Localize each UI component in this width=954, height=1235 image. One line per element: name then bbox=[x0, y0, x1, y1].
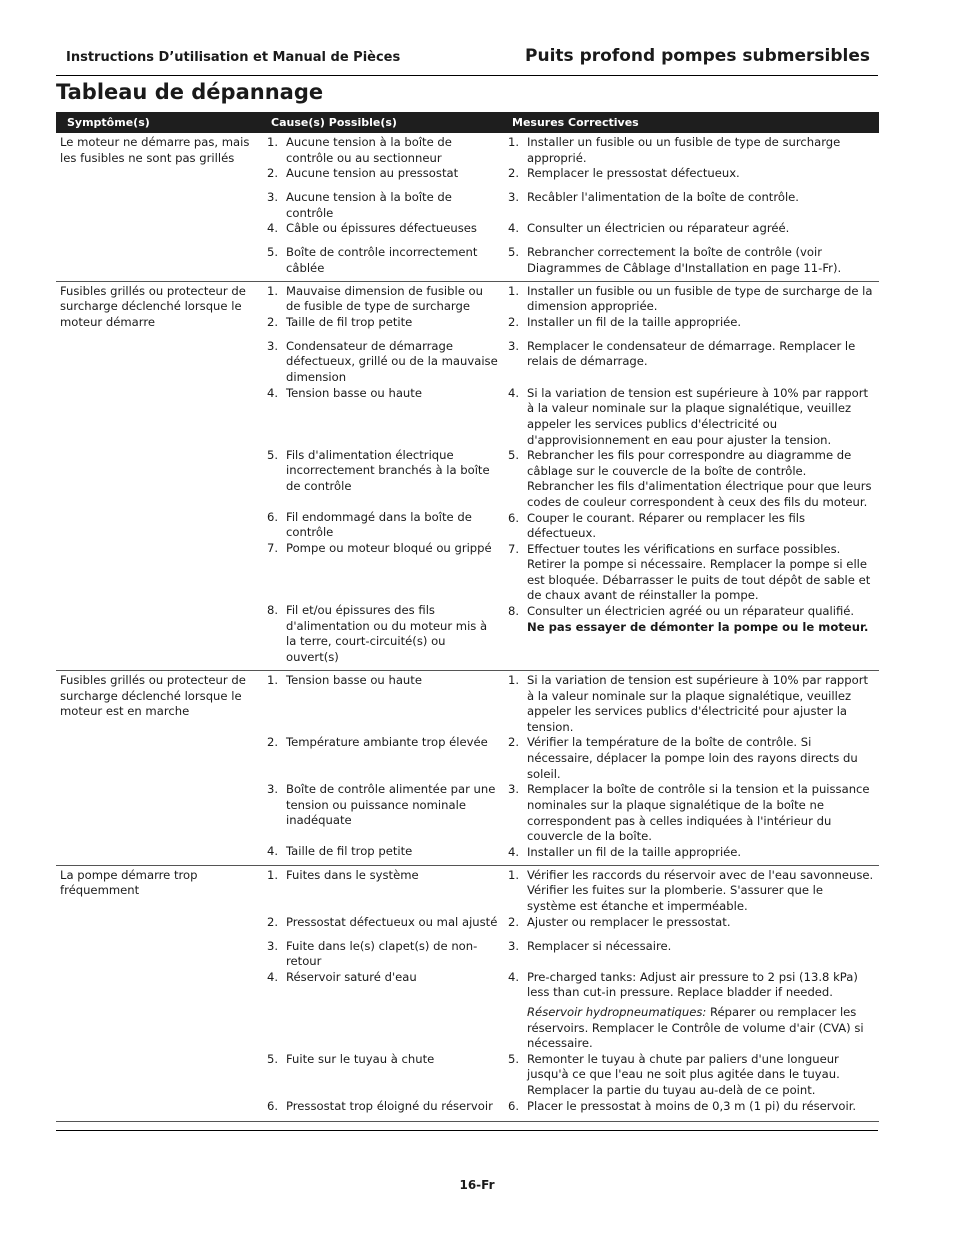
fix-item bbox=[501, 845, 879, 861]
item-number: 4. bbox=[508, 385, 520, 400]
fix-warning-text: Ne pas essayer de démonter la pompe ou le moteur. bbox=[527, 619, 869, 634]
cause-text: Fuite sur le tuyau à chute bbox=[286, 1052, 435, 1066]
item-number: 6. bbox=[508, 1098, 520, 1113]
cause-text: Fuites dans le système bbox=[286, 867, 419, 882]
item-number: 3. bbox=[267, 938, 279, 953]
fix-item bbox=[501, 135, 879, 166]
fix-row bbox=[501, 166, 879, 182]
fix-row bbox=[501, 511, 879, 542]
cause-cell bbox=[260, 865, 501, 1121]
fix-text-body: Si la variation de tension est supérieure à 10% par rapport à la valeur nominale sur la plaque signalétique, veuillez appeler les services publics d'électricité ou d'approvisionnement en eau pour ajuster la tension. bbox=[527, 385, 869, 447]
cause-item bbox=[260, 190, 501, 221]
fix-text bbox=[527, 1052, 875, 1099]
item-number: 7. bbox=[267, 540, 279, 555]
fix-text bbox=[527, 386, 875, 448]
item-number: 1. bbox=[508, 673, 520, 688]
cause-row bbox=[260, 939, 501, 970]
fix-text-body: Remonter le tuyau à chute par paliers d'une longueur jusqu'à ce que l'eau ne soit plus agitée dans le tuyau. Remplacer la partie du tuyau au-delà de ce point. bbox=[527, 1051, 840, 1097]
fix-text-body: Placer le pressostat à moins de 0,3 m (1 pi) du réservoir. bbox=[527, 1098, 857, 1113]
cause-item bbox=[260, 915, 501, 931]
table-row bbox=[56, 281, 879, 671]
fix-item bbox=[501, 735, 879, 782]
fix-row bbox=[501, 868, 879, 915]
item-number: 1. bbox=[267, 867, 279, 882]
fix-item bbox=[501, 245, 879, 276]
fix-text-body: Consulter un électricien agréé ou un réparateur qualifié. bbox=[527, 604, 855, 619]
fix-text-body: Remplacer la boîte de contrôle si la tension et la puissance nominales sur la plaque signalétique de la boîte ne correspondent pas à celles indiquées à l'intérieur du couvercle de la boîte. bbox=[527, 782, 870, 844]
cause-row bbox=[260, 541, 501, 603]
cause-text: Aucune tension à la boîte de contrôle bbox=[286, 190, 452, 220]
fix-row bbox=[501, 221, 879, 237]
item-number: 3. bbox=[267, 338, 279, 353]
fix-row bbox=[501, 604, 879, 666]
item-number: 3. bbox=[267, 190, 279, 205]
cause-row bbox=[260, 735, 501, 782]
cause-item bbox=[260, 1099, 501, 1115]
fix-text-body: Pre-charged tanks: Adjust air pressure to 2 psi (13.8 kPa) less than cut-in pressure. Replace bladder if needed. bbox=[527, 969, 858, 1000]
cause-row bbox=[260, 245, 501, 276]
table-header-row bbox=[56, 112, 879, 133]
fix-row bbox=[501, 284, 879, 315]
fix-row bbox=[501, 735, 879, 782]
fix-row bbox=[501, 190, 879, 221]
cause-item bbox=[260, 735, 501, 751]
fix-item bbox=[501, 915, 879, 931]
fix-item bbox=[501, 868, 879, 915]
cause-row bbox=[260, 315, 501, 331]
cause-row bbox=[260, 339, 501, 386]
item-number: 4. bbox=[267, 970, 279, 984]
cause-item bbox=[260, 782, 501, 829]
fix-item bbox=[501, 448, 879, 510]
manual-header-right: Puits profond pompes submersibles bbox=[525, 46, 870, 66]
manual-header-left: Instructions D’utilisation et Manual de Pièces bbox=[66, 50, 401, 65]
fix-text bbox=[527, 845, 875, 861]
cause-item bbox=[260, 315, 501, 331]
item-number: 4. bbox=[267, 221, 279, 236]
fix-text bbox=[527, 868, 875, 915]
fix-item bbox=[501, 604, 879, 635]
item-number: 2. bbox=[267, 314, 279, 329]
fix-row bbox=[501, 939, 879, 970]
item-number: 1. bbox=[508, 135, 520, 149]
cause-item bbox=[260, 868, 501, 884]
item-number: 4. bbox=[267, 385, 279, 400]
cause-row bbox=[260, 135, 501, 166]
cause-cell bbox=[260, 671, 501, 866]
cause-text: Tension basse ou haute bbox=[286, 385, 422, 400]
item-number: 2. bbox=[508, 314, 520, 329]
table-row bbox=[56, 671, 879, 866]
cause-row bbox=[260, 448, 501, 510]
cause-row bbox=[260, 603, 501, 665]
fix-text bbox=[527, 315, 875, 331]
item-number: 2. bbox=[508, 914, 520, 929]
fix-item bbox=[501, 284, 879, 315]
fix-text-body: Recâbler l'alimentation de la boîte de contrôle. bbox=[527, 190, 799, 205]
cause-item bbox=[260, 939, 501, 970]
cause-text: Fils d'alimentation électrique incorrectement branchés à la boîte de contrôle bbox=[286, 447, 490, 493]
cause-row bbox=[260, 190, 501, 221]
cause-row bbox=[260, 868, 501, 915]
cause-text: Boîte de contrôle alimentée par une tension ou puissance nominale inadéquate bbox=[286, 782, 496, 828]
cause-item bbox=[260, 245, 501, 276]
item-number: 6. bbox=[267, 1099, 279, 1113]
fix-row bbox=[501, 245, 879, 276]
symptom-cell: La pompe démarre trop fréquemment bbox=[56, 865, 260, 1121]
cause-item bbox=[260, 1052, 501, 1068]
fix-row bbox=[501, 386, 879, 448]
fix-item bbox=[501, 782, 879, 844]
cause-text: Fuite dans le(s) clapet(s) de non-retour bbox=[286, 938, 478, 969]
fix-item bbox=[501, 190, 879, 206]
fix-text-body: Vérifier les raccords du réservoir avec de l'eau savonneuse. Vérifier les fuites sur la plomberie. S'assurer que le système est étanche et imperméable. bbox=[527, 867, 874, 913]
cause-text: Fil et/ou épissures des fils d'alimentation ou du moteur mis à la terre, court-circuité(s) ou ouvert(s) bbox=[286, 602, 488, 664]
cause-text: Taille de fil trop petite bbox=[286, 314, 413, 329]
column-header-fix: Mesures Correctives bbox=[501, 112, 879, 133]
fix-text bbox=[527, 166, 875, 182]
fix-item bbox=[501, 542, 879, 604]
item-number: 4. bbox=[508, 844, 520, 859]
fix-item bbox=[501, 511, 879, 542]
fix-text bbox=[527, 1099, 875, 1115]
item-number: 8. bbox=[267, 602, 279, 617]
fix-row bbox=[501, 845, 879, 861]
fix-item bbox=[501, 970, 879, 1001]
cause-row bbox=[260, 510, 501, 541]
item-number: 2. bbox=[508, 735, 520, 750]
table-body bbox=[56, 133, 879, 1122]
item-number: 6. bbox=[267, 509, 279, 524]
fix-text bbox=[527, 542, 875, 604]
cause-item bbox=[260, 673, 501, 689]
fix-row bbox=[501, 448, 879, 510]
fix-text bbox=[527, 604, 875, 635]
cause-item bbox=[260, 448, 501, 495]
item-number: 5. bbox=[508, 1051, 520, 1066]
fix-item bbox=[501, 673, 879, 735]
fix-text-body: Effectuer toutes les vérifications en surface possibles. Retirer la pompe si nécessaire. Remplacer la pompe si elle est bloquée. Débarrasser le puits de tout dépôt de sable et de chaux avant de réinstaller la pompe. bbox=[527, 541, 871, 603]
cause-item bbox=[260, 284, 501, 315]
fix-row bbox=[501, 915, 879, 931]
item-number: 4. bbox=[508, 221, 520, 236]
fix-subnote-text: Réparer ou remplacer les réservoirs. Remplacer le Contrôle de volume d'air (CVA) si nécessaire. bbox=[527, 1005, 864, 1051]
cause-row bbox=[260, 221, 501, 237]
item-number: 1. bbox=[267, 673, 279, 688]
fix-row bbox=[501, 1052, 879, 1099]
fix-text-body: Remplacer le condensateur de démarrage. Remplacer le relais de démarrage. bbox=[527, 338, 856, 369]
fix-text bbox=[527, 339, 875, 370]
cause-row bbox=[260, 915, 501, 931]
item-number: 2. bbox=[267, 735, 279, 750]
fix-subnote-label: Réservoir hydropneumatiques: bbox=[527, 1005, 707, 1019]
item-number: 5. bbox=[267, 245, 279, 260]
page-number: 16-Fr bbox=[459, 1178, 495, 1192]
cause-row bbox=[260, 970, 501, 1052]
fix-item bbox=[501, 221, 879, 237]
cause-item bbox=[260, 510, 501, 541]
item-number: 1. bbox=[508, 867, 520, 882]
fix-row bbox=[501, 782, 879, 844]
cause-item bbox=[260, 135, 501, 166]
fix-text-body: Remplacer le pressostat défectueux. bbox=[527, 166, 740, 181]
item-number: 3. bbox=[508, 782, 520, 797]
fix-item bbox=[501, 1099, 879, 1115]
fix-text bbox=[527, 511, 875, 542]
cause-item bbox=[260, 970, 501, 986]
item-number: 3. bbox=[508, 938, 520, 953]
cause-text: Aucune tension au pressostat bbox=[286, 166, 459, 181]
fix-text bbox=[527, 284, 875, 315]
symptom-cell: Le moteur ne démarre pas, mais les fusibles ne sont pas grillés bbox=[56, 133, 260, 281]
item-number: 1. bbox=[267, 283, 279, 298]
cause-item bbox=[260, 603, 501, 665]
cause-row bbox=[260, 166, 501, 182]
item-number: 5. bbox=[508, 245, 520, 260]
fix-item bbox=[501, 939, 879, 955]
fix-text bbox=[527, 245, 875, 276]
item-number: 4. bbox=[508, 969, 520, 984]
cause-row bbox=[260, 1052, 501, 1099]
fix-item bbox=[501, 166, 879, 182]
fix-text bbox=[527, 970, 875, 1001]
fix-text-body: Si la variation de tension est supérieure à 10% par rapport à la valeur nominale sur la plaque signalétique, veuillez appeler les services publics d'électricité pour ajuster la tension. bbox=[527, 673, 869, 734]
page-title: Tableau de dépannage bbox=[56, 80, 324, 104]
item-number: 5. bbox=[267, 1052, 279, 1066]
header-divider bbox=[56, 75, 878, 76]
fix-row bbox=[501, 673, 879, 735]
symptom-cell: Fusibles grillés ou protecteur de surcharge déclenché lorsque le moteur est en marche bbox=[56, 671, 260, 866]
fix-text bbox=[527, 782, 875, 844]
cause-text: Condensateur de démarrage défectueux, grillé ou de la mauvaise dimension bbox=[286, 338, 498, 384]
cause-text: Pressostat défectueux ou mal ajusté bbox=[286, 914, 498, 929]
fix-extra bbox=[501, 1005, 879, 1052]
item-number: 2. bbox=[267, 166, 279, 181]
cause-text: Température ambiante trop élevée bbox=[286, 735, 488, 750]
cause-text: Pressostat trop éloigné du réservoir bbox=[286, 1099, 493, 1113]
fix-row bbox=[501, 1099, 879, 1115]
cause-text: Fil endommagé dans la boîte de contrôle bbox=[286, 509, 472, 540]
fix-text bbox=[527, 735, 875, 782]
fix-text-body: Rebrancher les fils pour correspondre au diagramme de câblage sur le couvercle de la boîte de contrôle. Rebrancher les fils d'alimentation électrique pour que leurs codes de couleur correspondent à ceux des fils du moteur. bbox=[527, 448, 872, 509]
fix-text-body: Consulter un électricien ou réparateur agréé. bbox=[527, 221, 790, 236]
fix-text bbox=[527, 939, 875, 955]
cause-item bbox=[260, 339, 501, 386]
fix-row bbox=[501, 135, 879, 166]
cause-text: Câble ou épissures défectueuses bbox=[286, 221, 477, 236]
item-number: 3. bbox=[508, 190, 520, 205]
fix-text bbox=[527, 190, 875, 206]
fix-item bbox=[501, 1052, 879, 1099]
fix-text-body: Couper le courant. Réparer ou remplacer les fils défectueux. bbox=[527, 510, 806, 541]
fix-item bbox=[501, 339, 879, 370]
cause-item bbox=[260, 541, 501, 557]
item-number: 7. bbox=[508, 541, 520, 556]
fix-item bbox=[501, 386, 879, 448]
item-number: 8. bbox=[508, 604, 520, 619]
cause-row bbox=[260, 386, 501, 448]
fix-text-body: Installer un fusible ou un fusible de type de surcharge approprié. bbox=[527, 135, 841, 165]
cause-text: Tension basse ou haute bbox=[286, 673, 422, 688]
footer-divider bbox=[56, 1130, 878, 1131]
cause-item bbox=[260, 844, 501, 860]
item-number: 4. bbox=[267, 844, 279, 859]
item-number: 3. bbox=[267, 782, 279, 797]
fix-text-body: Rebrancher correctement la boîte de contrôle (voir Diagrammes de Câblage d'Installation en page 11-Fr). bbox=[527, 245, 842, 275]
fix-row bbox=[501, 339, 879, 386]
fix-text-body: Installer un fusible ou un fusible de type de surcharge de la dimension appropriée. bbox=[527, 283, 873, 314]
item-number: 5. bbox=[267, 447, 279, 462]
cause-row bbox=[260, 673, 501, 735]
item-number: 2. bbox=[267, 914, 279, 929]
table-row bbox=[56, 133, 879, 281]
item-number: 5. bbox=[508, 448, 520, 463]
fix-text-body: Installer un fil de la taille appropriée. bbox=[527, 844, 742, 859]
fix-cell bbox=[501, 133, 879, 281]
cause-cell bbox=[260, 281, 501, 671]
cause-cell bbox=[260, 133, 501, 281]
fix-row bbox=[501, 315, 879, 331]
fix-cell bbox=[501, 671, 879, 866]
column-header-cause: Cause(s) Possible(s) bbox=[260, 112, 501, 133]
fix-text bbox=[527, 221, 875, 237]
column-header-symptom: Symptôme(s) bbox=[56, 112, 260, 133]
cause-item bbox=[260, 386, 501, 402]
fix-text-body: Remplacer si nécessaire. bbox=[527, 938, 672, 953]
cause-text: Taille de fil trop petite bbox=[286, 844, 413, 859]
cause-text: Boîte de contrôle incorrectement câblée bbox=[286, 245, 478, 275]
item-number: 1. bbox=[267, 135, 279, 149]
fix-text bbox=[527, 915, 875, 931]
cause-row bbox=[260, 1099, 501, 1115]
fix-text bbox=[527, 135, 875, 166]
item-number: 2. bbox=[508, 166, 520, 181]
fix-row bbox=[501, 970, 879, 1052]
cause-row bbox=[260, 284, 501, 315]
symptom-cell: Fusibles grillés ou protecteur de surcharge déclenché lorsque le moteur démarre bbox=[56, 281, 260, 671]
cause-row bbox=[260, 782, 501, 844]
fix-cell bbox=[501, 865, 879, 1121]
item-number: 1. bbox=[508, 283, 520, 298]
fix-text bbox=[527, 673, 875, 735]
fix-text bbox=[527, 448, 875, 510]
cause-text: Pompe ou moteur bloqué ou grippé bbox=[286, 540, 492, 555]
cause-text: Réservoir saturé d'eau bbox=[286, 970, 417, 984]
cause-item bbox=[260, 221, 501, 237]
fix-text-body: Installer un fil de la taille appropriée. bbox=[527, 314, 742, 329]
fix-item bbox=[501, 315, 879, 331]
fix-cell bbox=[501, 281, 879, 671]
cause-text: Aucune tension à la boîte de contrôle ou au sectionneur bbox=[286, 135, 452, 165]
item-number: 3. bbox=[508, 338, 520, 353]
cause-item bbox=[260, 166, 501, 182]
fix-text-body: Ajuster ou remplacer le pressostat. bbox=[527, 914, 731, 929]
fix-subnote bbox=[501, 1005, 879, 1052]
troubleshooting-table bbox=[56, 112, 879, 1122]
fix-text-body: Vérifier la température de la boîte de contrôle. Si nécessaire, déplacer la pompe loin des rayons directs du soleil. bbox=[527, 735, 858, 781]
fix-row bbox=[501, 542, 879, 604]
item-number: 6. bbox=[508, 510, 520, 525]
cause-row bbox=[260, 844, 501, 860]
cause-text: Mauvaise dimension de fusible ou de fusible de type de surcharge bbox=[286, 283, 483, 314]
table-row bbox=[56, 865, 879, 1121]
